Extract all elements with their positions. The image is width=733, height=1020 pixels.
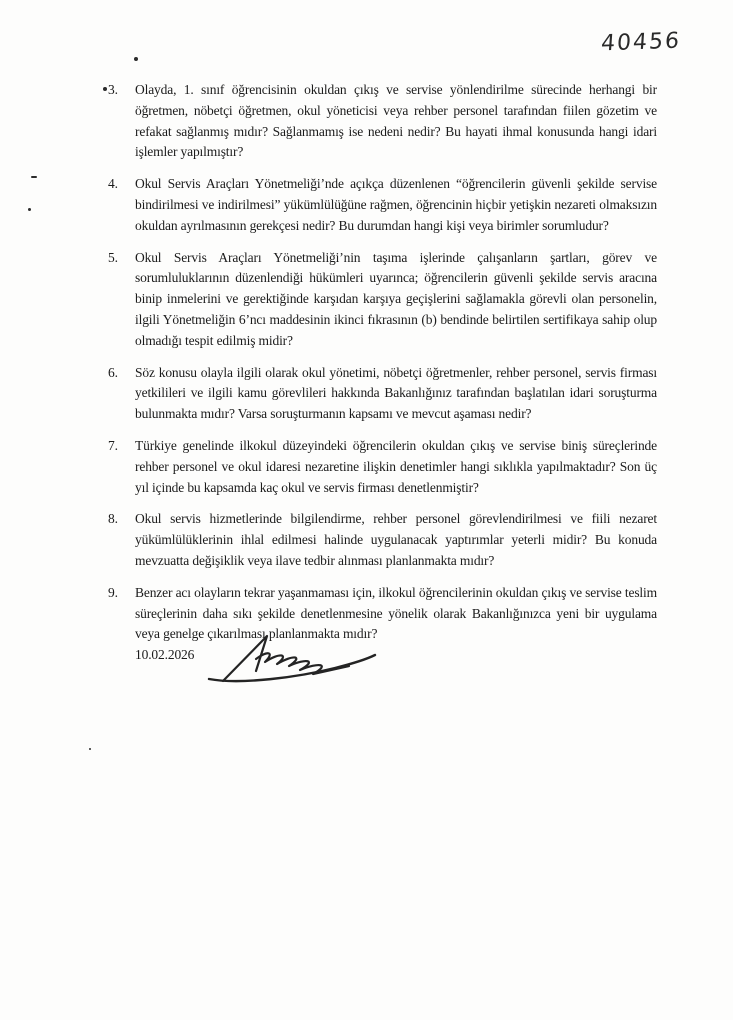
question-text: Okul servis hizmetlerinde bilgilendirme, rehber personel görevlendirilmesi ve fiili nezaret yükümlülüklerinin ihlal edilmesi halinde uygulanacak yaptırımlar yeterli midir? Bu konuda mevzuatta değişiklik veya ilave tedbir alınması planlanmakta mıdır? bbox=[135, 511, 657, 568]
question-number: 3. bbox=[108, 82, 118, 97]
question-list bbox=[108, 80, 657, 678]
question-item-9 bbox=[108, 583, 657, 667]
date-signature-row bbox=[135, 645, 657, 667]
ink-speck bbox=[103, 87, 107, 91]
question-text: Türkiye genelinde ilkokul düzeyindeki öğrencilerin okuldan çıkış ve servise biniş süreçlerinde rehber personel ve okul idaresi nezaretine ilişkin denetimler hangi sıklıkla yapılmaktadır? Son üç yıl içinde bu kapsamda kaç okul ve servis firması denetlenmiştir? bbox=[135, 437, 657, 495]
signature-icon bbox=[207, 631, 377, 690]
question-number: 8. bbox=[108, 511, 118, 527]
question-item-7 bbox=[108, 436, 657, 498]
question-text: Söz konusu olayla ilgili olarak okul yönetimi, nöbetçi öğretmenler, rehber personel, servis firması yetkilileri ve ilgili kamu görevlileri hakkında Bakanlığınız tarafından başlatılan idari soruşturma bulunmakta mıdır? Varsa soruşturmanın kapsamı ve mevcut aşaması nedir? bbox=[135, 364, 657, 422]
question-item-3 bbox=[108, 80, 657, 163]
question-text-body: Benzer acı olayların tekrar yaşanmaması için, ilkokul öğrencilerinin okuldan çıkış ve servise teslim süreçlerinin daha sıkı şekilde denetlenmesine yönelik olarak Bakanlığınızca yeni bir uygulama veya genelge çıkarılması planlanmakta mıdır? bbox=[135, 584, 657, 642]
question-item-5 bbox=[108, 248, 657, 352]
ink-speck bbox=[28, 208, 31, 211]
question-number: 7. bbox=[108, 437, 118, 453]
ink-speck bbox=[134, 57, 138, 61]
question-text: Okul Servis Araçları Yönetmeliği’nin taşıma işlerinde çalışanların şartları, görev ve sorumluluklarının düzenlendiği hükümleri uyarınca; öğrencilerin güvenli şekilde servis aracına binip inmelerini ve gerektiğinde karşıdan karşıya geçişlerini sağlamakla görevli olan personelin, ilgili Yönetmeliğin 6’ncı maddesinin ikinci fıkrasının (b) bendinde belirtilen sertifikaya sahip olup olmadığı tespit edilmiş midir? bbox=[135, 249, 657, 348]
question-number: 4. bbox=[108, 176, 118, 192]
question-item-8 bbox=[108, 509, 657, 571]
handwritten-page-number: 40456 bbox=[600, 28, 682, 57]
ink-speck bbox=[89, 748, 91, 750]
question-text bbox=[135, 583, 657, 667]
question-text: Okul Servis Araçları Yönetmeliği’nde açıkça düzenlenen “öğrencilerin güvenli şekilde servise bindirilmesi ve indirilmesi” yükümlülüğüne rağmen, öğrencinin hiçbir yetişkin nezareti olmaksızın okuldan ayrılmasının gerekçesi nedir? Bu durumdan hangi kişi veya birimler sorumludur? bbox=[135, 176, 657, 233]
question-number: 6. bbox=[108, 364, 118, 380]
question-text: Olayda, 1. sınıf öğrencisinin okuldan çıkış ve servise yönlendirilme sürecinde herhangi bir öğretmen, nöbetçi öğretmen, okul yöneticisi veya rehber personel tarafından fiilen gözetim ve refakat sağlanmış mıdır? Sağlanmamış ise nedeni nedir? Bu hayati ihmal konusunda hangi idari işlemler yapılmıştır? bbox=[135, 82, 657, 160]
question-item-6 bbox=[108, 363, 657, 425]
date-text: 10.02.2026 bbox=[135, 647, 195, 663]
question-number: 5. bbox=[108, 249, 118, 265]
question-item-4 bbox=[108, 174, 657, 236]
ink-speck bbox=[31, 176, 37, 178]
question-number: 9. bbox=[108, 584, 118, 600]
